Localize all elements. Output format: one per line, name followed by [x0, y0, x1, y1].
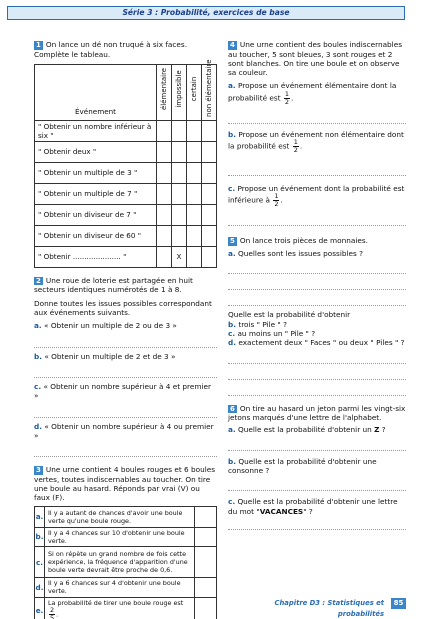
answer-line[interactable] [228, 258, 406, 274]
table-row [35, 597, 217, 619]
answer-cell[interactable] [202, 204, 217, 225]
event-cell: " Obtenir un nombre inférieur à six " [35, 120, 157, 141]
statement-cell: Il y a 6 chances sur 4 d'obtenir une boule verte. [45, 578, 195, 597]
event-cell: " Obtenir un diviseur de 7 " [35, 204, 157, 225]
answer-line[interactable] [34, 331, 217, 348]
ex4-item-b: b. Propose un événement non élémentaire dont la probabilité est $\frac{1}{2}$ . [228, 129, 404, 155]
ex3-intro [34, 465, 217, 502]
statement-cell: Il y a 4 chances sur 10 d'obtenir une boule verte. [45, 527, 195, 546]
answer-cell[interactable] [157, 246, 172, 267]
event-cell[interactable]: " Obtenir ..................... " [35, 246, 157, 267]
answer-cell[interactable] [172, 141, 187, 162]
ex1-table [34, 59, 217, 268]
fraction: $\frac{2}{5}$ [50, 605, 55, 619]
answer-cell[interactable] [157, 183, 172, 204]
ex2-intro [34, 276, 217, 295]
event-cell: " Obtenir deux " [35, 141, 157, 162]
answer-cell[interactable] [202, 162, 217, 183]
ex6-intro [228, 404, 406, 423]
table-row [35, 578, 217, 597]
answer-cell[interactable] [195, 597, 217, 619]
ex2-item-b: b. « Obtenir un multiple de 2 et de 3 » [34, 351, 176, 361]
answer-cell[interactable] [157, 141, 172, 162]
ex2-text: Une roue de loterie est partagée en huit secteurs identiques numérotés de 1 à 8. [34, 275, 193, 295]
ex3-number: 3 [36, 466, 41, 475]
page-number: 85 [391, 598, 406, 609]
answer-line[interactable] [228, 348, 406, 364]
answer-cell[interactable] [202, 225, 217, 246]
right-column [228, 40, 406, 530]
ex2-item-d: d. « Obtenir un nombre supérieur à 4 ou premier » [34, 421, 214, 440]
answer-line[interactable] [228, 475, 406, 491]
ex1-text: On lance un dé non truqué à six faces. Complète le tableau. [34, 40, 188, 59]
answer-line[interactable] [228, 274, 406, 290]
row-label: d. [35, 578, 45, 597]
table-row [35, 162, 217, 183]
answer-cell[interactable] [172, 162, 187, 183]
ex5-intro [228, 236, 406, 246]
ex4-item-c: c. Propose un événement dont la probabilité est inférieure à $\frac{1}{2}$ . [228, 184, 405, 209]
answer-line[interactable] [228, 380, 406, 396]
ex3-table [34, 506, 217, 619]
answer-cell[interactable] [172, 225, 187, 246]
answer-line[interactable] [228, 106, 406, 124]
ex4-text: Une urne contient des boules indiscernables au toucher, 5 sont bleues, 3 sont rouges et 2 sont blanches. On tire une boule et on observe sa couleur. [228, 40, 402, 78]
event-cell: " Obtenir un multiple de 7 " [35, 183, 157, 204]
ex6-text: On tire au hasard un jeton parmi les vingt-six jetons marqués d'une lettre de l'alphabet. [228, 403, 406, 423]
ex3-text: Une urne contient 4 boules rouges et 6 boules vertes, toutes indiscernables au toucher. On tire une boule au hasard. Réponds par vrai (V) ou faux (F). [34, 465, 216, 503]
row-label: e. [35, 597, 45, 619]
answer-cell[interactable] [172, 183, 187, 204]
answer-line[interactable] [34, 361, 217, 378]
ex2-item-a: a. « Obtenir un multiple de 2 ou de 3 » [34, 321, 177, 331]
ex2-number: 2 [36, 276, 41, 285]
table-row [35, 506, 217, 527]
answer-cell[interactable] [187, 204, 202, 225]
left-column [34, 40, 217, 619]
statement-cell: Si on répète un grand nombre de fois cette expérience, la fréquence d'apparition d'une boule verte devrait être proche de 0,6. [45, 547, 195, 578]
answer-line[interactable] [34, 401, 217, 418]
answer-line[interactable] [228, 154, 406, 176]
ex4-item-a: a. Propose un événement élémentaire dont la probabilité est $\frac{1}{2}$ . [228, 81, 397, 106]
answer-cell[interactable] [157, 162, 172, 183]
answer-cell[interactable] [202, 183, 217, 204]
statement-cell: La probabilité de tirer une boule rouge est $\frac{2}{5}$ . [45, 597, 195, 619]
chapter-footer: Chapitre D3 : Statistiques et probabilités [274, 599, 384, 618]
answer-line[interactable] [228, 208, 406, 226]
answer-cell[interactable] [157, 120, 172, 141]
answer-cell[interactable] [187, 162, 202, 183]
ex5-number: 5 [230, 237, 235, 246]
answer-line[interactable] [228, 290, 406, 306]
answer-cell[interactable] [187, 141, 202, 162]
col-header-3: non élémentaire [202, 64, 217, 120]
ex6-item-b: b. Quelle est la probabilité d'obtenir une consonne ? [228, 456, 377, 476]
answer-line[interactable] [228, 435, 406, 451]
table-row [35, 547, 217, 578]
answer-cell[interactable] [187, 120, 202, 141]
ex5-text: On lance trois pièces de monnaies. [239, 236, 368, 246]
table-row [35, 246, 217, 267]
table-row [35, 204, 217, 225]
col-header-2: certain [187, 64, 202, 120]
answer-cell[interactable] [195, 578, 217, 597]
statement-cell: Il y a autant de chances d'avoir une boule verte qu'une boule rouge. [45, 506, 195, 527]
answer-cell[interactable] [172, 204, 187, 225]
fraction: $\frac{1}{2}$ [293, 138, 298, 155]
table-row [35, 141, 217, 162]
answer-line[interactable] [34, 440, 217, 457]
row-label: a. [35, 506, 45, 527]
answer-line[interactable] [228, 364, 406, 380]
ex5-item-c: c. au moins un " Pile " ? [228, 328, 316, 338]
col-header-1: impossible [172, 64, 187, 120]
answer-cell[interactable]: X [172, 246, 187, 267]
ex6-number: 6 [230, 404, 235, 413]
ex4-number: 4 [230, 41, 235, 49]
ex6-item-a: a. Quelle est la probabilité d'obtenir un Z ? [228, 425, 386, 435]
ex2-instruction: Donne toutes les issues possibles correspondant aux événements suivants. [34, 298, 212, 317]
col-header-0: élémentaire [157, 64, 172, 120]
answer-cell[interactable] [195, 506, 217, 527]
col-event-header: Événement [35, 64, 157, 120]
ex1-intro [34, 40, 217, 59]
table-row [35, 120, 217, 141]
ex2-item-c: c. « Obtenir un nombre supérieur à 4 et premier » [34, 381, 211, 401]
ex4-intro [228, 40, 406, 77]
answer-cell[interactable] [202, 246, 217, 267]
answer-cell[interactable] [172, 120, 187, 141]
table-row [35, 225, 217, 246]
answer-cell[interactable] [202, 120, 217, 141]
ex5-item-d: d. exactement deux " Faces " ou deux " Piles " ? [228, 338, 405, 348]
ex5-item-b: b. trois " Pile " ? [228, 319, 287, 329]
page-title: Série 3 : Probabilité, exercices de base [7, 6, 405, 20]
row-label: c. [35, 547, 45, 578]
answer-cell[interactable] [157, 225, 172, 246]
event-cell: " Obtenir un multiple de 3 " [35, 162, 157, 183]
ex5-question: Quelle est la probabilité d'obtenir [228, 310, 351, 320]
answer-cell[interactable] [195, 527, 217, 546]
answer-cell[interactable] [187, 246, 202, 267]
ex1-number: 1 [36, 41, 41, 49]
fraction: $\frac{1}{2}$ [274, 192, 279, 209]
answer-cell[interactable] [187, 183, 202, 204]
answer-cell[interactable] [202, 141, 217, 162]
event-cell: " Obtenir un diviseur de 60 " [35, 225, 157, 246]
ex5-item-a: a. Quelles sont les issues possibles ? [228, 248, 363, 258]
ex6-item-c: c. Quelle est la probabilité d'obtenir une lettre du mot "VACANCES" ? [228, 497, 398, 516]
table-row [35, 527, 217, 546]
answer-cell[interactable] [187, 225, 202, 246]
answer-cell[interactable] [195, 547, 217, 578]
answer-line[interactable] [228, 516, 406, 530]
table-row [35, 183, 217, 204]
fraction: $\frac{1}{2}$ [284, 89, 290, 106]
answer-cell[interactable] [157, 204, 172, 225]
row-label: b. [35, 527, 45, 546]
